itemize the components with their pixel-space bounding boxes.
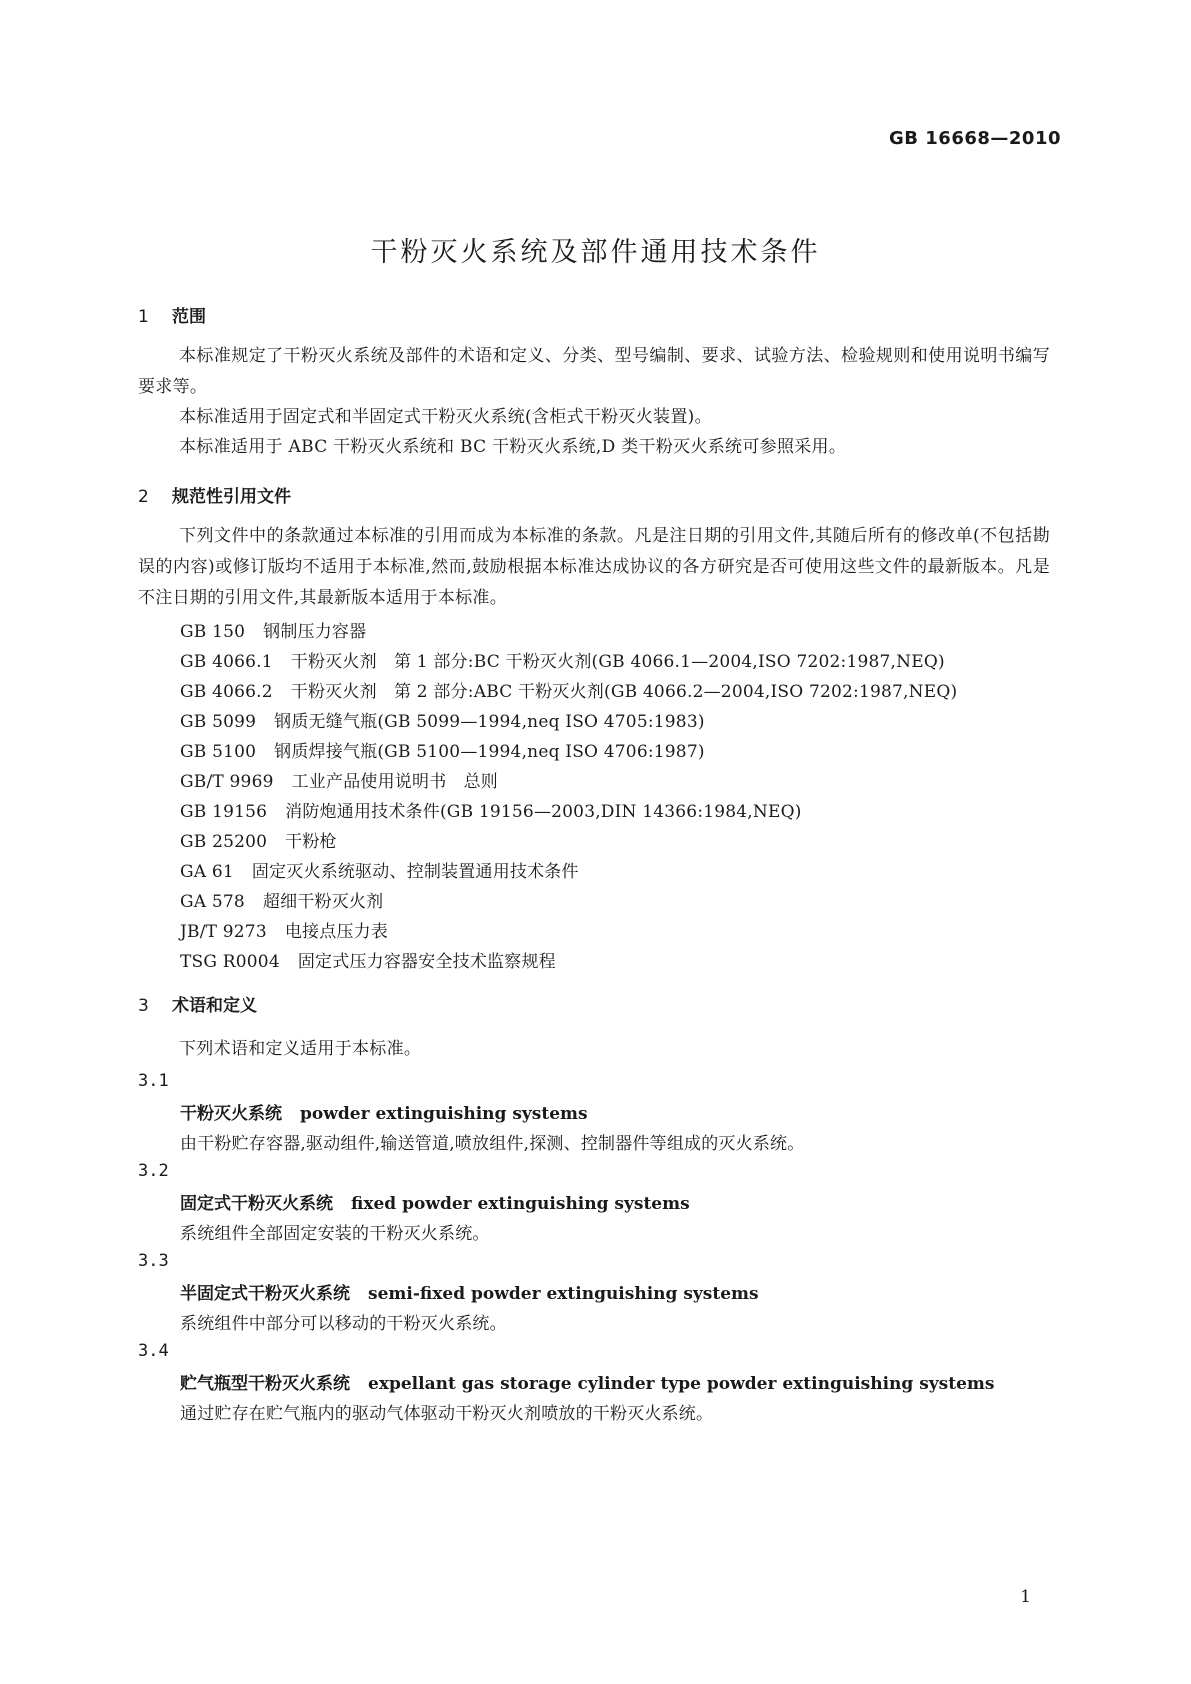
document-title: 干粉灭火系统及部件通用技术条件 [370,237,821,268]
term-definition: 系统组件中部分可以移动的干粉灭火系统。 [180,1314,507,1334]
reference-title: 固定式压力容器安全技术监察规程 [297,952,556,972]
term-name-en: semi-fixed powder extinguishing systems [368,1284,759,1304]
section-number: 1 [138,307,149,327]
reference-item [180,617,366,642]
term-name [180,1369,994,1394]
reference-item [180,737,705,762]
scope-paragraph-2: 本标准适用于固定式和半固定式干粉灭火系统(含柜式干粉灭火装置)。 [179,407,712,427]
section-3-heading [138,991,257,1016]
term-name [180,1099,588,1124]
reference-title: 干粉枪 [285,832,337,852]
reference-item [180,707,705,732]
reference-code: TSG R0004 [180,952,280,972]
reference-code: GB 5100 [180,742,257,762]
term-number: 3.4 [138,1341,169,1361]
reference-item [180,827,337,852]
references-intro: 下列文件中的条款通过本标准的引用而成为本标准的条款。凡是注日期的引用文件,其随后所有的修改单(不包括勘误的内容)或修订版均不适用于本标准,然而,鼓励根据本标准达成协议的各方研究是否可使用这些文件的最新版本。凡是不注日期的引用文件,其最新版本适用于本标准。 [138,526,1050,608]
section-1-heading [138,302,206,327]
term-definition: 通过贮存在贮气瓶内的驱动气体驱动干粉灭火剂喷放的干粉灭火系统。 [180,1404,714,1424]
term-definition: 由干粉贮存容器,驱动组件,输送管道,喷放组件,探测、控制器件等组成的灭火系统。 [180,1134,805,1154]
reference-code: GA 61 [180,862,234,882]
term-name [180,1189,690,1214]
section-title: 范围 [172,307,206,327]
standard-code: GB 16668—2010 [889,128,1061,149]
term-name-zh: 干粉灭火系统 [180,1104,282,1124]
reference-title: 钢制压力容器 [263,622,367,642]
reference-title: 固定灭火系统驱动、控制装置通用技术条件 [251,862,579,882]
reference-code: GB 4066.2 [180,682,273,702]
reference-title: 消防炮通用技术条件(GB 19156—2003,DIN 14366:1984,NEQ) [285,802,802,822]
term-name [180,1279,759,1304]
term-definition: 系统组件全部固定安装的干粉灭火系统。 [180,1224,490,1244]
terms-intro: 下列术语和定义适用于本标准。 [179,1039,422,1059]
reference-title: 钢质焊接气瓶(GB 5100—1994,neq ISO 4706:1987) [274,742,705,762]
reference-item [180,887,383,912]
scope-paragraph-1: 本标准规定了干粉灭火系统及部件的术语和定义、分类、型号编制、要求、试验方法、检验规则和使用说明书编写要求等。 [138,346,1050,397]
term-number: 3.1 [138,1071,169,1091]
term-name-zh: 半固定式干粉灭火系统 [180,1284,350,1304]
reference-title: 电接点压力表 [284,922,389,942]
reference-code: GB 5099 [180,712,257,732]
term-name-en: fixed powder extinguishing systems [351,1194,690,1214]
reference-code: JB/T 9273 [180,922,267,942]
term-number: 3.2 [138,1161,169,1181]
reference-code: GB 25200 [180,832,268,852]
reference-code: GA 578 [180,892,245,912]
reference-title: 干粉灭火剂 第 1 部分:BC 干粉灭火剂(GB 4066.1—2004,ISO 7202:1987,NEQ) [290,652,945,672]
reference-code: GB 4066.1 [180,652,273,672]
reference-code: GB 19156 [180,802,268,822]
reference-item [180,767,498,792]
term-name-zh: 固定式干粉灭火系统 [180,1194,333,1214]
reference-title: 超细干粉灭火剂 [262,892,384,912]
term-name-en: expellant gas storage cylinder type powder extinguishing systems [368,1374,995,1394]
reference-item [180,647,945,672]
reference-title: 干粉灭火剂 第 2 部分:ABC 干粉灭火剂(GB 4066.2—2004,ISO 7202:1987,NEQ) [290,682,958,702]
reference-title: 工业产品使用说明书 总则 [291,772,499,792]
section-title: 术语和定义 [172,996,257,1016]
term-name-zh: 贮气瓶型干粉灭火系统 [180,1374,350,1394]
section-number: 2 [138,487,149,507]
reference-item [180,677,957,702]
reference-code: GB 150 [180,622,246,642]
section-2-heading [138,482,291,507]
section-title: 规范性引用文件 [172,487,291,507]
reference-item [180,917,388,942]
reference-item [180,797,802,822]
scope-paragraph-3: 本标准适用于 ABC 干粉灭火系统和 BC 干粉灭火系统,D 类干粉灭火系统可参照采用。 [179,437,847,457]
reference-item [180,857,579,882]
reference-code: GB/T 9969 [180,772,274,792]
term-name-en: powder extinguishing systems [300,1104,588,1124]
term-number: 3.3 [138,1251,169,1271]
reference-item [180,947,556,972]
section-number: 3 [138,996,149,1016]
reference-title: 钢质无缝气瓶(GB 5099—1994,neq ISO 4705:1983) [274,712,705,732]
page-number: 1 [1020,1587,1031,1607]
